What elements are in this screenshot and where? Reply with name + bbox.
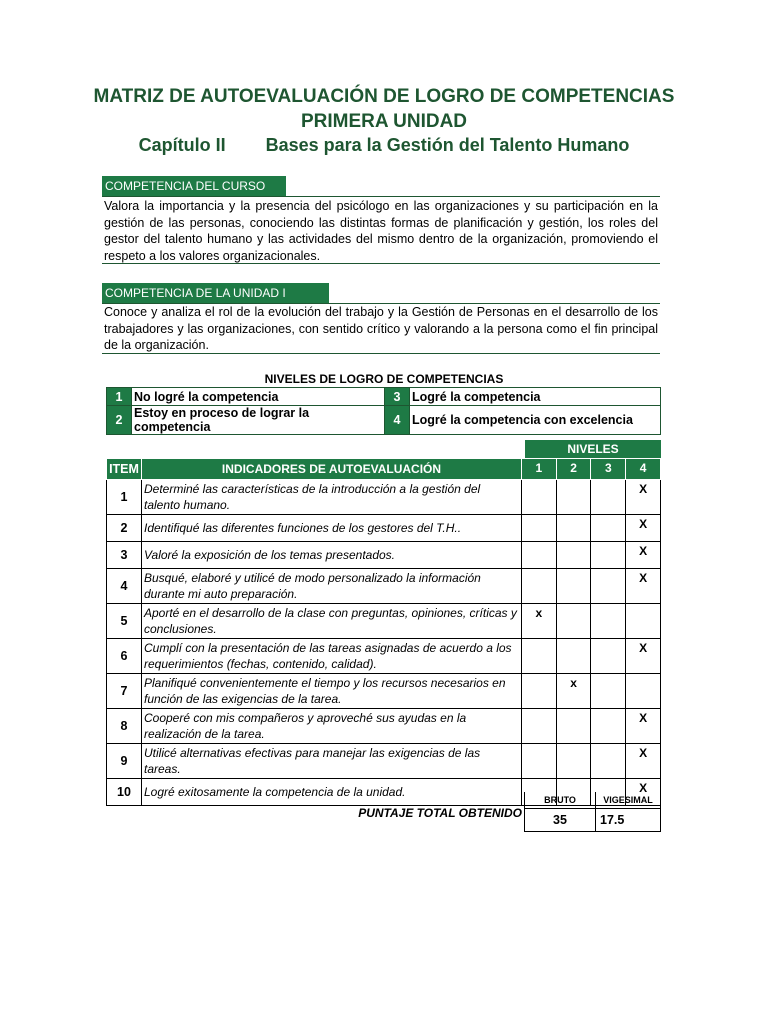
level-number: 3 — [385, 388, 410, 406]
level-mark-cell: X — [626, 709, 661, 744]
level-mark-cell — [591, 639, 626, 674]
level-number: 4 — [385, 406, 410, 435]
level-mark-cell — [591, 569, 626, 604]
level-mark-cell — [591, 542, 626, 569]
level-mark-cell — [556, 709, 591, 744]
chapter-number: Capítulo II — [138, 135, 226, 155]
bruto-label: BRUTO — [525, 792, 596, 809]
level-mark-cell — [556, 480, 591, 515]
level-mark-cell: X — [626, 480, 661, 515]
level-mark-cell — [626, 674, 661, 709]
matrix-row — [107, 515, 661, 542]
course-divider-bottom — [102, 263, 660, 264]
level-mark-cell — [591, 709, 626, 744]
level-column-header: 4 — [626, 459, 661, 480]
indicator-text: Cumplí con la presentación de las tareas asignadas de acuerdo a los requerimientos (fechas, contenido, calidad). — [141, 639, 521, 674]
level-mark-cell — [522, 744, 557, 779]
levels-legend-row — [107, 388, 661, 406]
item-number: 1 — [107, 480, 142, 515]
indicator-text: Valoré la exposición de los temas presentados. — [141, 542, 521, 569]
level-column-header: 3 — [591, 459, 626, 480]
level-mark-cell: X — [626, 744, 661, 779]
course-divider-top — [102, 196, 660, 197]
level-mark-cell — [556, 515, 591, 542]
item-column-header: ITEM — [107, 459, 142, 480]
level-mark-cell — [522, 515, 557, 542]
indicator-text: Cooperé con mis compañeros y aproveché sus ayudas en la realización de la tarea. — [141, 709, 521, 744]
indicator-text: Busqué, elaboré y utilicé de modo personalizado la información durante mi auto preparación. — [141, 569, 521, 604]
item-number: 5 — [107, 604, 142, 639]
level-mark-cell — [522, 542, 557, 569]
self-evaluation-matrix — [106, 458, 661, 806]
score-label-row — [525, 792, 661, 809]
level-number: 2 — [107, 406, 132, 435]
level-mark-cell — [591, 515, 626, 542]
level-mark-cell — [556, 639, 591, 674]
levels-legend — [106, 387, 661, 435]
level-mark-cell — [522, 639, 557, 674]
level-mark-cell — [556, 569, 591, 604]
levels-group-header: NIVELES — [525, 440, 661, 458]
item-number: 4 — [107, 569, 142, 604]
matrix-row — [107, 542, 661, 569]
level-mark-cell: x — [522, 604, 557, 639]
item-number: 6 — [107, 639, 142, 674]
indicator-text: Determiné las características de la introducción a la gestión del talento humano. — [141, 480, 521, 515]
level-mark-cell — [591, 744, 626, 779]
level-mark-cell — [591, 604, 626, 639]
indicator-text: Planifiqué convenientemente el tiempo y los recursos necesarios en función de las exigencias de la tarea. — [141, 674, 521, 709]
bruto-value: 35 — [525, 809, 596, 832]
levels-legend-row — [107, 406, 661, 435]
unit-divider-bottom — [102, 353, 660, 354]
level-mark-cell: X — [626, 569, 661, 604]
total-score-label: PUNTAJE TOTAL OBTENIDO — [358, 806, 522, 820]
level-mark-cell — [522, 480, 557, 515]
item-number: 9 — [107, 744, 142, 779]
level-mark-cell: X — [626, 515, 661, 542]
course-competency-heading: COMPETENCIA DEL CURSO — [102, 176, 286, 196]
level-mark-cell: x — [556, 674, 591, 709]
matrix-row — [107, 604, 661, 639]
matrix-row — [107, 480, 661, 515]
level-mark-cell — [556, 604, 591, 639]
chapter-heading — [0, 135, 768, 156]
level-label: Logré la competencia — [410, 388, 661, 406]
level-mark-cell — [556, 744, 591, 779]
levels-title: NIVELES DE LOGRO DE COMPETENCIAS — [264, 372, 504, 386]
course-competency-text: Valora la importancia y la presencia del psicólogo en las organizaciones y su participación en la gestión de las personas, conociendo las distintas formas de planificación y gestión, los roles del gestor del talento humano y las actividades del mismo dentro de la organización, promoviendo el respeto a los valores organizacionales. — [104, 199, 658, 263]
level-mark-cell — [522, 569, 557, 604]
score-table — [524, 792, 661, 832]
level-mark-cell — [591, 674, 626, 709]
level-mark-cell — [591, 480, 626, 515]
indicator-text: Aporté en el desarrollo de la clase con preguntas, opiniones, críticas y conclusiones. — [141, 604, 521, 639]
unit-competency-text: Conoce y analiza el rol de la evolución del trabajo y la Gestión de Personas en el desarrollo de los trabajadores y las organizaciones, con sentido crítico y valorando a la persona como el fin principal de la organización. — [104, 305, 658, 352]
vigesimal-value: 17.5 — [596, 809, 661, 832]
score-value-row — [525, 809, 661, 832]
level-mark-cell — [522, 674, 557, 709]
indicator-text: Utilicé alternativas efectivas para manejar las exigencias de las tareas. — [141, 744, 521, 779]
vigesimal-label: VIGESIMAL — [596, 792, 661, 809]
level-mark-cell: X — [626, 542, 661, 569]
level-mark-cell — [626, 604, 661, 639]
indicator-text: Logré exitosamente la competencia de la unidad. — [141, 779, 521, 806]
level-mark-cell: X — [626, 779, 661, 806]
level-mark-cell — [522, 709, 557, 744]
document-title: MATRIZ DE AUTOEVALUACIÓN DE LOGRO DE COMPETENCIAS — [93, 86, 675, 107]
matrix-row — [107, 709, 661, 744]
level-label: No logré la competencia — [132, 388, 385, 406]
level-number: 1 — [107, 388, 132, 406]
level-column-header: 1 — [522, 459, 557, 480]
item-number: 10 — [107, 779, 142, 806]
unit-competency-heading: COMPETENCIA DE LA UNIDAD I — [102, 283, 329, 303]
matrix-row — [107, 744, 661, 779]
level-label: Estoy en proceso de lograr la competencia — [132, 406, 385, 435]
matrix-row — [107, 569, 661, 604]
matrix-row — [107, 674, 661, 709]
item-number: 2 — [107, 515, 142, 542]
matrix-header-row — [107, 459, 661, 480]
chapter-title: Bases para la Gestión del Talento Humano — [265, 135, 630, 155]
item-number: 3 — [107, 542, 142, 569]
matrix-row — [107, 639, 661, 674]
level-mark-cell — [556, 542, 591, 569]
level-column-header: 2 — [556, 459, 591, 480]
item-number: 8 — [107, 709, 142, 744]
indicators-column-header: INDICADORES DE AUTOEVALUACIÓN — [141, 459, 521, 480]
indicator-text: Identifiqué las diferentes funciones de los gestores del T.H.. — [141, 515, 521, 542]
level-label: Logré la competencia con excelencia — [410, 406, 661, 435]
document-subtitle: PRIMERA UNIDAD — [300, 111, 468, 132]
level-mark-cell: X — [626, 639, 661, 674]
item-number: 7 — [107, 674, 142, 709]
